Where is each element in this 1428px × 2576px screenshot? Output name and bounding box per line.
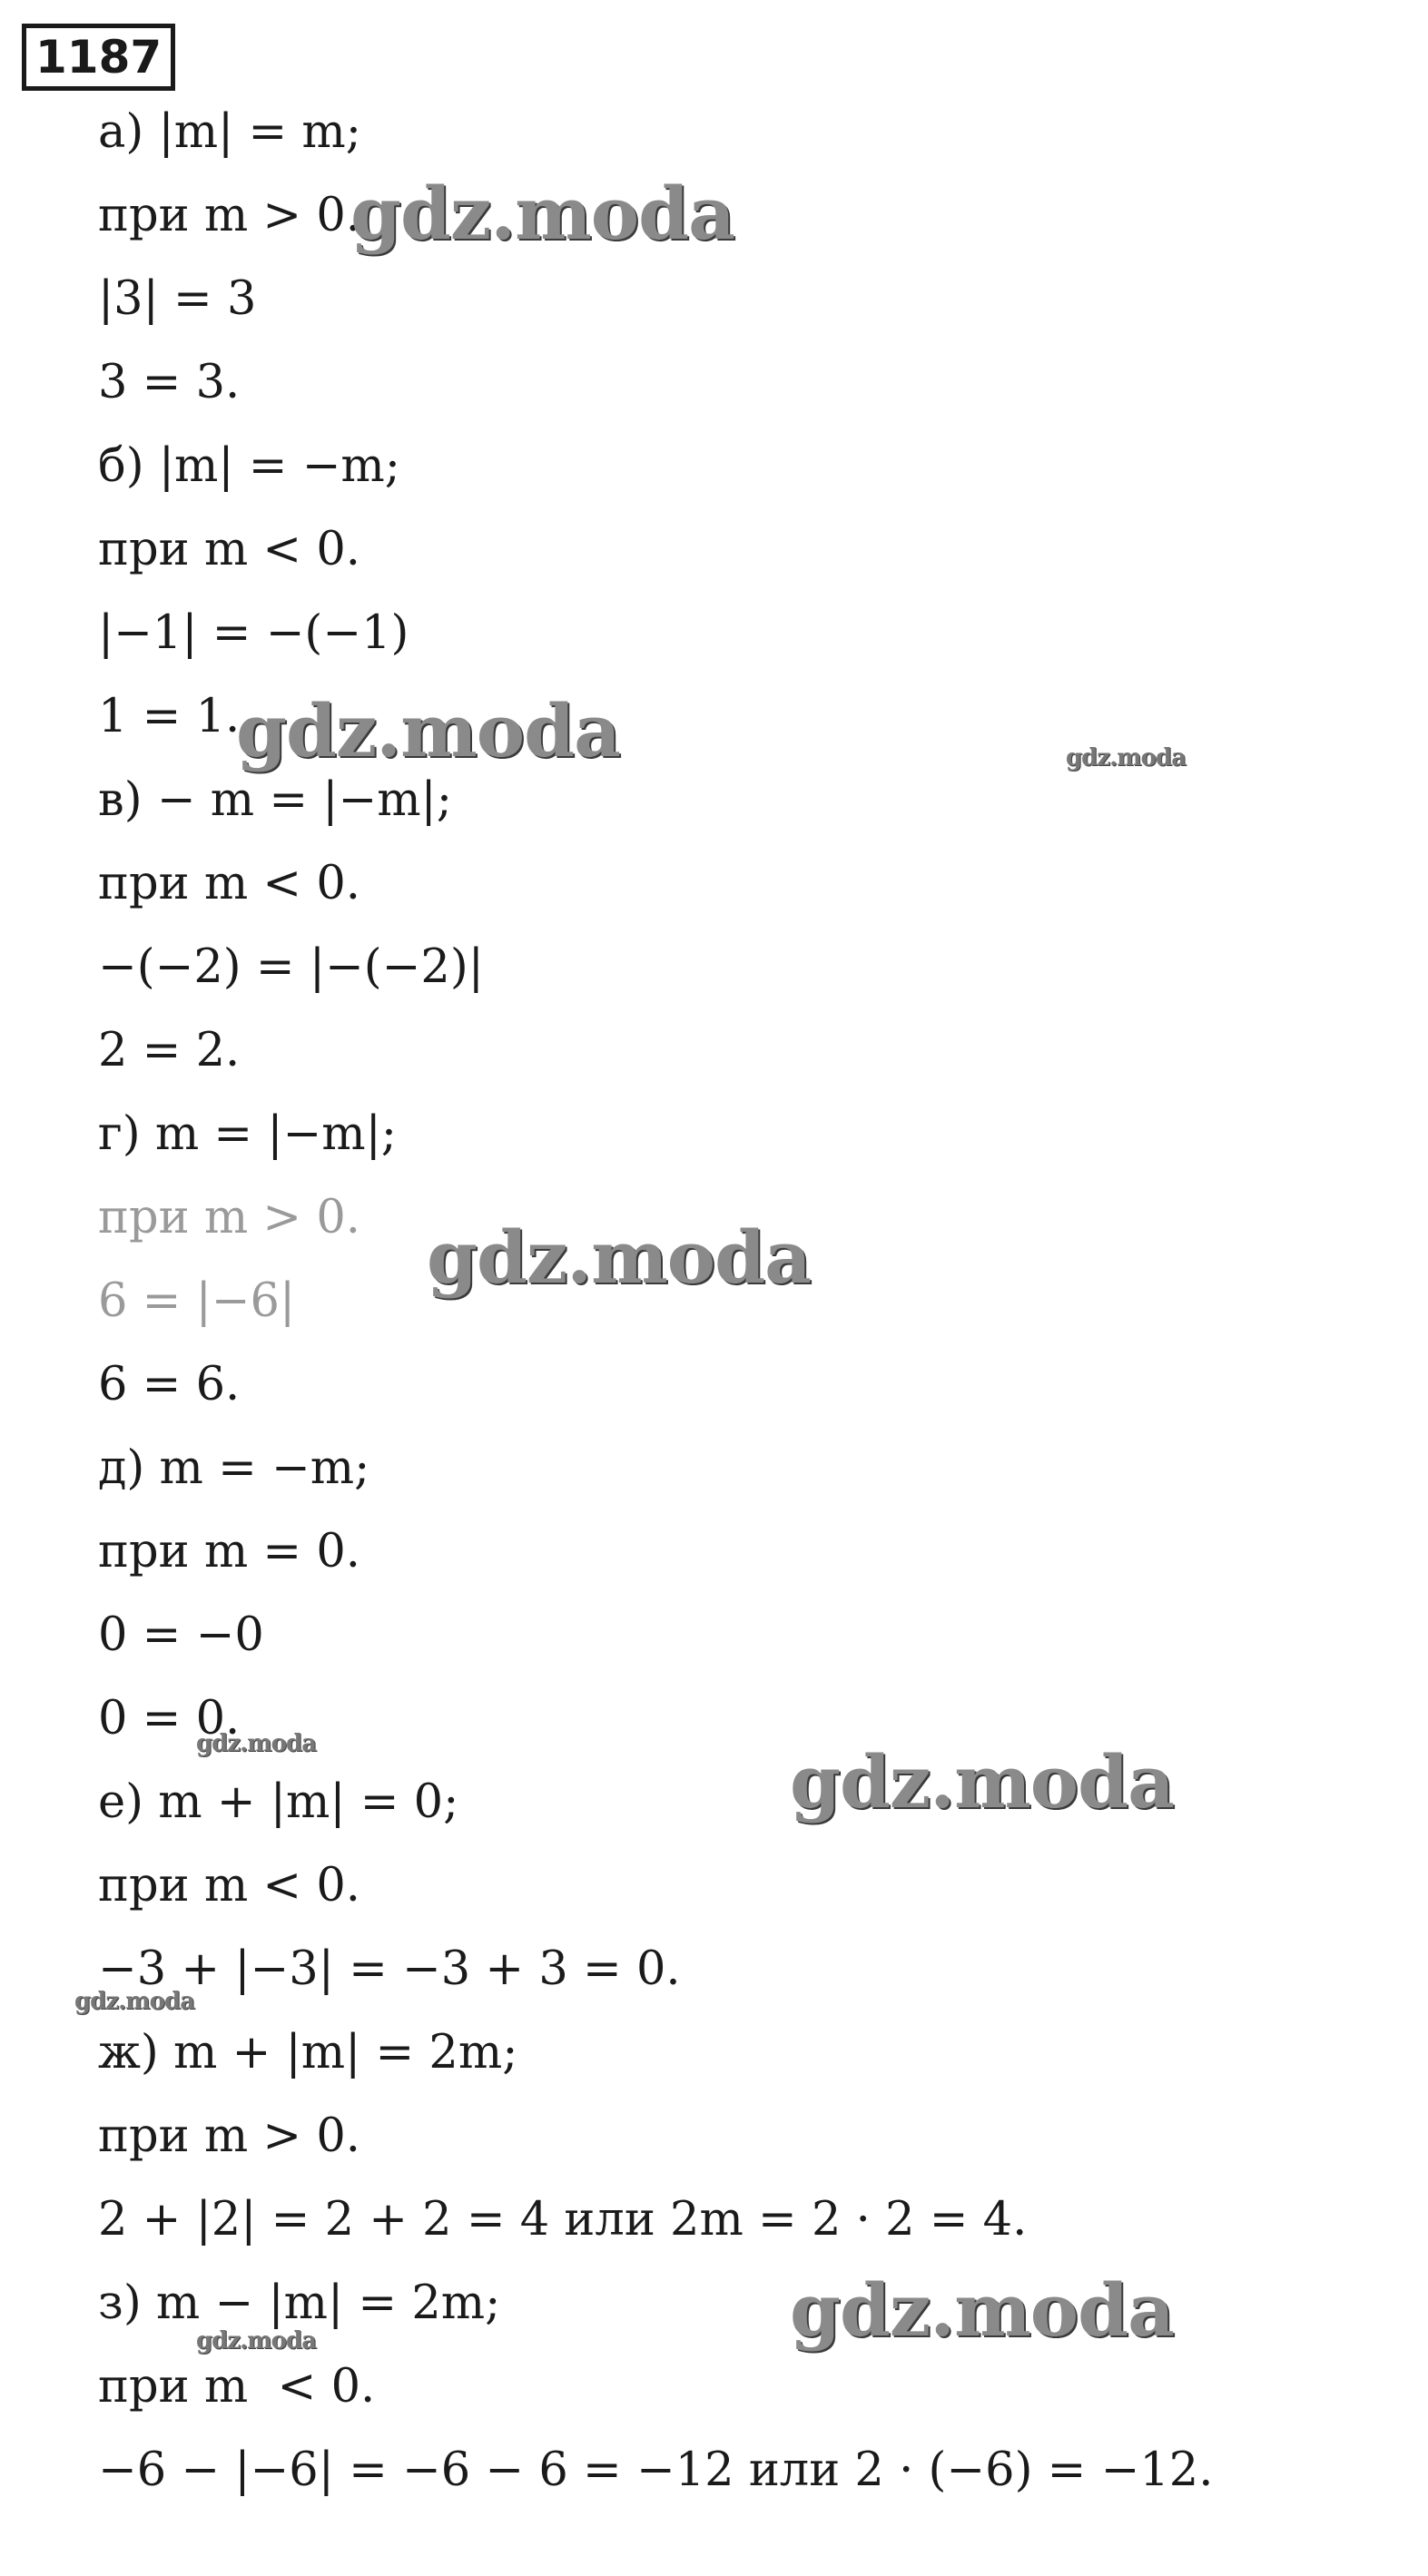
solution-line: при m > 0. bbox=[98, 1191, 361, 1244]
solution-line: 2 + |2| = 2 + 2 = 4 или 2m = 2 · 2 = 4. bbox=[98, 2193, 1028, 2247]
solution-line: −3 + |−3| = −3 + 3 = 0. bbox=[98, 1942, 681, 1996]
solution-line: а) |m| = m; bbox=[98, 105, 361, 159]
watermark: gdz.moda bbox=[74, 1988, 195, 2015]
solution-line: |3| = 3 bbox=[98, 272, 257, 326]
watermark: gdz.moda bbox=[790, 2267, 1174, 2353]
solution-line: 6 = 6. bbox=[98, 1358, 241, 1411]
solution-line: при m < 0. bbox=[98, 857, 361, 910]
problem-number: 1187 bbox=[22, 24, 175, 91]
solution-line: 3 = 3. bbox=[98, 356, 241, 409]
solution-line: з) m − |m| = 2m; bbox=[98, 2276, 501, 2330]
solution-line: при m > 0. bbox=[98, 189, 361, 242]
solution-line: 0 = 0. bbox=[98, 1692, 241, 1745]
solution-line: 1 = 1. bbox=[98, 690, 241, 743]
solution-line: ж) m + |m| = 2m; bbox=[98, 2026, 518, 2079]
watermark: gdz.moda bbox=[196, 1730, 317, 1757]
solution-line: −(−2) = |−(−2)| bbox=[98, 940, 484, 994]
solution-line: при m < 0. bbox=[98, 1859, 361, 1912]
solution-line: г) m = |−m|; bbox=[98, 1107, 397, 1161]
solution-line: 6 = |−6| bbox=[98, 1274, 296, 1328]
solution-line: д) m = −m; bbox=[98, 1441, 370, 1495]
solution-line: |−1| = −(−1) bbox=[98, 606, 409, 660]
watermark: gdz.moda bbox=[236, 688, 620, 773]
solution-line: в) − m = |−m|; bbox=[98, 773, 452, 827]
solution-line: е) m + |m| = 0; bbox=[98, 1775, 459, 1829]
solution-line: 0 = −0 bbox=[98, 1608, 264, 1662]
solution-line: при m > 0. bbox=[98, 2109, 361, 2163]
watermark: gdz.moda bbox=[1066, 744, 1187, 772]
watermark: gdz.moda bbox=[196, 2327, 317, 2355]
solution-line: −6 − |−6| = −6 − 6 = −12 или 2 · (−6) = −12. bbox=[98, 2443, 1214, 2497]
solution-line: 2 = 2. bbox=[98, 1024, 241, 1077]
watermark: gdz.moda bbox=[790, 1739, 1174, 1824]
watermark: gdz.moda bbox=[427, 1214, 811, 1300]
solution-line: при m < 0. bbox=[98, 2360, 376, 2414]
solution-line: при m < 0. bbox=[98, 523, 361, 576]
watermark: gdz.moda bbox=[350, 171, 734, 256]
solution-line: б) |m| = −m; bbox=[98, 439, 400, 493]
solution-line: при m = 0. bbox=[98, 1525, 361, 1578]
